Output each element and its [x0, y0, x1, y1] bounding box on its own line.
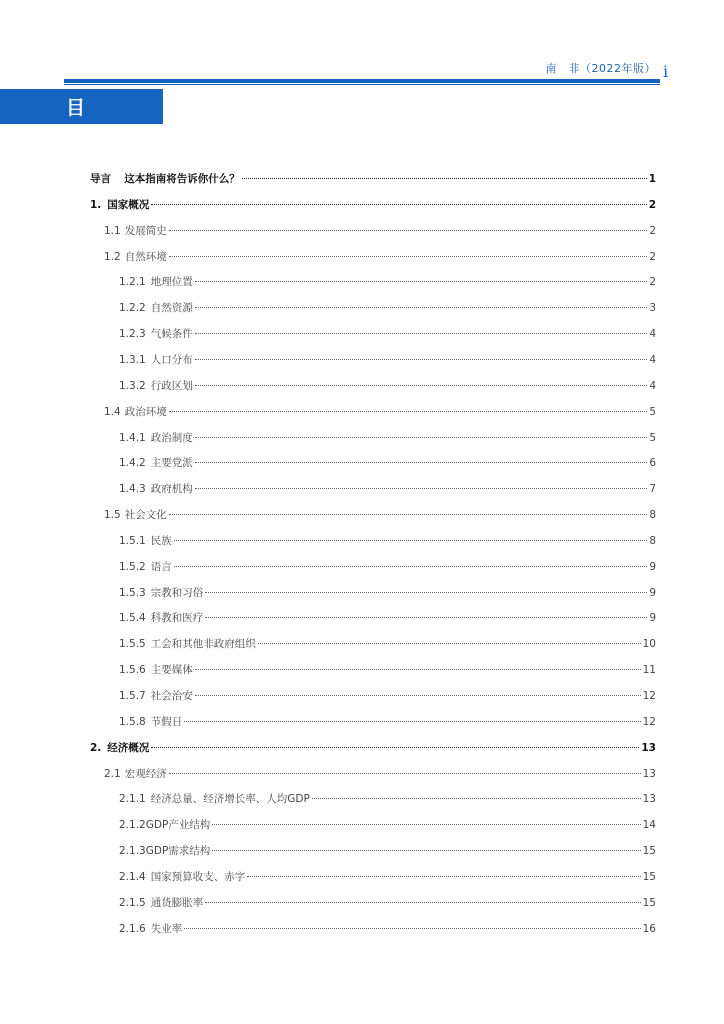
toc-entry[interactable]	[119, 843, 656, 863]
toc-leader-dots	[184, 721, 640, 722]
toc-entry[interactable]	[119, 326, 656, 346]
toc-leader-dots	[195, 281, 648, 282]
toc-entry-number: 1.3.2	[119, 379, 146, 392]
toc-entry-page: 12	[642, 690, 656, 702]
toc-entry-title: 国家概况	[107, 198, 150, 211]
toc-entry[interactable]	[119, 921, 656, 941]
toc-entry-title: 科教和医疗	[150, 612, 204, 625]
toc-entry-title: 经济概况	[107, 741, 150, 754]
toc-entry-page: 15	[642, 845, 656, 858]
running-header-title: 南 非（2022年版）	[545, 62, 656, 75]
toc-leader-dots	[195, 359, 648, 360]
toc-entry-page: 2	[648, 198, 656, 211]
toc-entry-title: 气候条件	[150, 328, 193, 341]
toc-entry[interactable]	[119, 610, 656, 630]
page-number: i	[663, 62, 669, 81]
toc-entry-number: 2.1.1	[119, 793, 146, 806]
toc-entry-page: 4	[649, 379, 656, 392]
toc-entry-page: 6	[649, 457, 656, 470]
toc-entry-number: 1.2.3	[119, 328, 146, 341]
toc-entry[interactable]	[119, 559, 656, 579]
toc-entry-number: 1.5.8	[119, 715, 146, 728]
toc-entry-title: 失业率	[150, 922, 183, 935]
toc-entry-number: 1.4.3	[119, 483, 146, 496]
toc-entry[interactable]	[119, 533, 656, 553]
toc-entry-number: 1.1	[104, 224, 121, 237]
toc-leader-dots	[169, 773, 641, 774]
toc-entry-number: 1.2	[104, 250, 121, 263]
toc-entry-page: 4	[649, 328, 656, 341]
toc-entry[interactable]	[119, 455, 656, 475]
toc-leader-dots	[151, 747, 639, 748]
toc-entry-title: 通货膨胀率	[150, 896, 204, 909]
toc-entry[interactable]	[104, 223, 656, 243]
toc-entry-title: 社会治安	[150, 690, 193, 702]
toc-entry-number: 1.2.1	[119, 276, 146, 289]
toc-entry-number: 1.5.5	[119, 638, 146, 651]
toc-entry-title: 主要媒体	[150, 664, 193, 677]
toc-entry-page: 13	[641, 741, 656, 754]
toc-leader-dots	[205, 592, 647, 593]
toc-entry-title: GDP产业结构	[145, 819, 211, 832]
toc-entry-title: 政治制度	[150, 431, 193, 444]
toc-entry-page: 9	[649, 612, 656, 625]
toc-entry[interactable]	[119, 352, 656, 372]
toc-entry-title: 主要党派	[150, 457, 193, 470]
toc-entry-title: 这本指南将告诉你什么？	[117, 173, 240, 185]
toc-entry-number: 2.1.3	[119, 845, 146, 858]
toc-leader-dots	[212, 824, 640, 825]
toc-entry-title: 人口分布	[150, 353, 193, 366]
toc-entry[interactable]	[90, 740, 656, 760]
toc-entry-number: 1.5.7	[119, 690, 146, 702]
toc-leader-dots	[169, 256, 648, 257]
header-rule-thin	[64, 84, 660, 85]
toc-entry-title: 自然资源	[150, 302, 193, 315]
toc-entry-page: 11	[642, 664, 656, 677]
toc-entry-number: 1.5.1	[119, 534, 146, 547]
toc-entry-title: 宗教和习俗	[150, 586, 204, 599]
toc-entry-title: 政府机构	[150, 483, 193, 496]
toc-entry[interactable]	[104, 766, 656, 786]
toc-entry-number: 2.1.2	[119, 819, 146, 832]
toc-entry-number: 2.1.6	[119, 922, 146, 935]
toc-entry-page: 2	[649, 276, 656, 289]
toc-banner	[0, 89, 163, 146]
toc-leader-dots	[195, 488, 648, 489]
toc-entry[interactable]	[119, 430, 656, 450]
toc-entry-title: 民族	[150, 534, 172, 547]
toc-entry-number: 1.	[90, 198, 102, 211]
toc-entry-number: 2.1	[104, 767, 121, 780]
toc-leader-dots	[195, 437, 648, 438]
toc-entry-page: 8	[649, 534, 656, 547]
toc-entry[interactable]	[104, 507, 656, 527]
toc-entry-page: 5	[649, 405, 656, 418]
toc-entry-title: 社会文化	[124, 509, 167, 522]
toc-leader-dots	[242, 178, 647, 179]
toc-entry[interactable]	[119, 869, 656, 889]
toc-leader-dots	[169, 411, 648, 412]
toc-entry-title: 工会和其他非政府组织	[150, 638, 256, 651]
toc-entry[interactable]	[90, 197, 656, 217]
toc-entry-page: 3	[649, 302, 656, 315]
toc-entry[interactable]	[119, 378, 656, 398]
toc-entry-page: 14	[642, 819, 656, 832]
toc-entry-page: 7	[649, 483, 656, 496]
toc-leader-dots	[174, 566, 648, 567]
toc-entry-number: 1.5.2	[119, 560, 146, 573]
toc-entry-number: 1.4.1	[119, 431, 146, 444]
toc-entry-page: 13	[642, 793, 656, 806]
toc-entry[interactable]	[119, 817, 656, 837]
toc-entry-page: 10	[642, 638, 656, 651]
toc-entry-number: 1.5.6	[119, 664, 146, 677]
toc-leader-dots	[169, 230, 648, 231]
toc-entry-page: 9	[649, 560, 656, 573]
toc-leader-dots	[195, 307, 648, 308]
toc-leader-dots	[151, 204, 646, 205]
toc-entry-page: 2	[649, 250, 656, 263]
toc-entry-title: 发展简史	[124, 224, 167, 237]
toc-entry[interactable]	[119, 714, 656, 734]
toc-entry-title: 经济总量、经济增长率、人均GDP	[150, 793, 310, 806]
toc-entry[interactable]	[119, 662, 656, 682]
toc-leader-dots	[312, 798, 641, 799]
toc-entry-number: 2.	[90, 741, 102, 754]
toc-entry-number: 1.2.2	[119, 302, 146, 315]
toc-entry-title: 语言	[150, 560, 172, 573]
toc-entry-number: 1.4.2	[119, 457, 146, 470]
toc-entry[interactable]	[119, 274, 656, 294]
toc-entry[interactable]	[119, 895, 656, 915]
header-rule	[64, 79, 660, 83]
toc-entry[interactable]	[119, 585, 656, 605]
toc-leader-dots	[184, 928, 640, 929]
toc-entry-title: 地理位置	[150, 276, 193, 289]
toc-entry-page: 1	[648, 173, 656, 185]
toc-leader-dots	[169, 514, 648, 515]
toc-entry-page: 8	[649, 509, 656, 522]
toc-entry-page: 9	[649, 586, 656, 599]
toc-entry-number: 导言	[90, 173, 111, 185]
toc-leader-dots	[195, 385, 648, 386]
toc-entry[interactable]	[119, 791, 656, 811]
toc-entry[interactable]	[104, 249, 656, 269]
toc-entry[interactable]	[90, 171, 656, 191]
toc-entry-number: 1.3.1	[119, 353, 146, 366]
toc-entry[interactable]	[119, 481, 656, 501]
toc-entry-page: 13	[642, 767, 656, 780]
toc-leader-dots	[195, 669, 641, 670]
toc-entry-number: 1.4	[104, 405, 121, 418]
toc-entry-title: GDP需求结构	[145, 845, 211, 858]
toc-entry-number: 2.1.5	[119, 896, 146, 909]
toc-leader-dots	[195, 333, 648, 334]
toc-entry-title: 节假日	[150, 715, 183, 728]
toc-entry-number: 1.5	[104, 509, 121, 522]
toc-leader-dots	[205, 617, 647, 618]
toc-leader-dots	[258, 643, 641, 644]
toc-entry-title: 政治环境	[124, 405, 167, 418]
toc-entry-number: 1.5.4	[119, 612, 146, 625]
toc-leader-dots	[247, 876, 640, 877]
toc-entry-title: 国家预算收支、赤字	[150, 870, 246, 883]
toc-entry-number: 1.5.3	[119, 586, 146, 599]
toc-entry-title: 行政区划	[150, 379, 193, 392]
toc-leader-dots	[195, 695, 641, 696]
toc-entry-number: 2.1.4	[119, 870, 146, 883]
toc-entry-page: 15	[642, 896, 656, 909]
toc-entry-title: 宏观经济	[124, 767, 167, 780]
toc-entry-page: 2	[649, 224, 656, 237]
toc-entry[interactable]	[119, 636, 656, 656]
toc-entry-page: 16	[642, 922, 656, 935]
toc-leader-dots	[174, 540, 648, 541]
toc-leader-dots	[205, 902, 640, 903]
toc-leader-dots	[195, 462, 648, 463]
toc-entry-page: 12	[642, 715, 656, 728]
toc-entry-title: 自然环境	[124, 250, 167, 263]
toc-entry-page: 5	[649, 431, 656, 444]
toc-entry-page: 15	[642, 870, 656, 883]
toc-entry[interactable]	[119, 688, 656, 708]
toc-entry[interactable]	[104, 404, 656, 424]
toc-entry-page: 4	[649, 353, 656, 366]
toc-entry[interactable]	[119, 300, 656, 320]
toc-leader-dots	[212, 850, 640, 851]
toc-heading: 目 录	[66, 97, 104, 146]
